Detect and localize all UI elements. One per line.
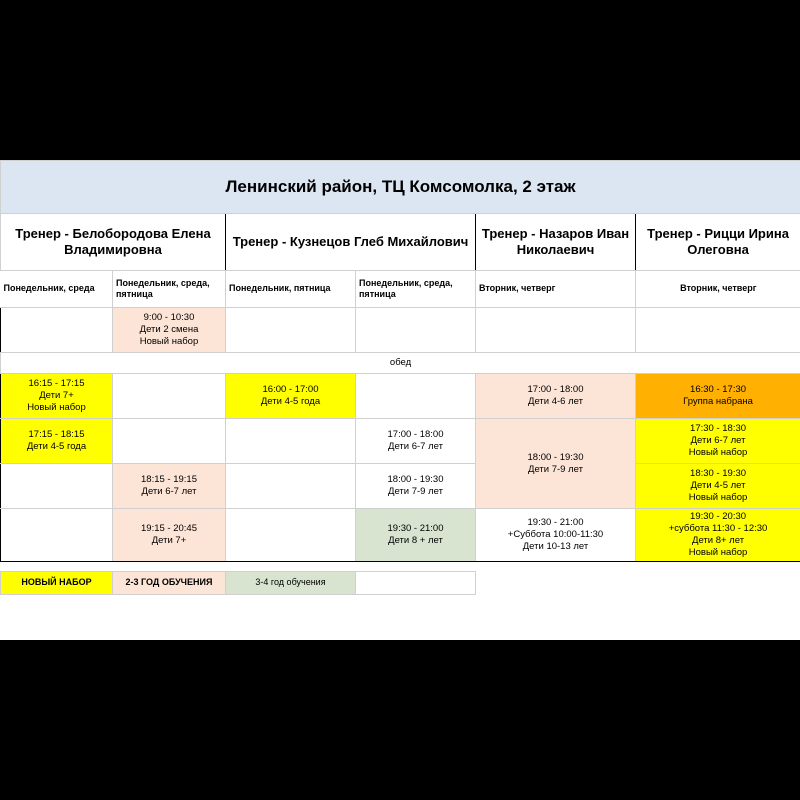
slot-line: Дети 4-6 лет bbox=[528, 396, 583, 407]
slot-line: 17:15 - 18:15 bbox=[28, 429, 85, 441]
slot-line: Дети 4-5 года bbox=[260, 396, 321, 407]
slot-line: 9:00 - 10:30 bbox=[143, 312, 195, 324]
slot-line: Дети 7-9 лет bbox=[388, 486, 443, 497]
slot-line: Дети 4-5 года bbox=[26, 441, 87, 452]
slot-line: +Суббота 10:00-11:30 bbox=[507, 528, 604, 540]
slot-line: Дети 4-5 лет bbox=[690, 480, 746, 492]
slot-cell-3-2 bbox=[226, 464, 356, 509]
slot-cell-4-2 bbox=[226, 509, 356, 562]
slot-cell-3-3 bbox=[356, 464, 476, 509]
slot-line: Дети 8 + лет bbox=[388, 534, 443, 546]
slot-line: Дети 8+ лет bbox=[692, 534, 745, 546]
slot-line: Дети 7+ bbox=[39, 390, 74, 402]
slot-cell-1-4 bbox=[476, 374, 636, 419]
coach-cell-4: Тренер - Рицци Ирина Олеговна bbox=[636, 214, 800, 271]
slot-cell-2-1 bbox=[113, 419, 226, 464]
days-cell-2: Понедельник, среда, пятница bbox=[113, 271, 226, 308]
slot-cell-0-5 bbox=[636, 308, 800, 353]
days-cell-4: Понедельник, среда, пятница bbox=[356, 271, 476, 308]
schedule-row-3 bbox=[1, 464, 800, 509]
schedule-row-2 bbox=[1, 419, 800, 464]
slot-line: 16:00 - 17:00 bbox=[262, 384, 319, 396]
slot-line: Группа набрана bbox=[683, 396, 753, 407]
coach-cell-1: Тренер - Белобородова Елена Владимировна bbox=[1, 214, 226, 271]
slot-cell-4-0 bbox=[1, 509, 113, 562]
page-title: Ленинский район, ТЦ Комсомолка, 2 этаж bbox=[1, 161, 800, 214]
days-header-row bbox=[1, 271, 800, 308]
slot-line: Дети 6-7 лет bbox=[141, 486, 197, 497]
slot-line: 18:00 - 19:30 bbox=[527, 451, 584, 463]
slot-cell-1-5 bbox=[636, 374, 800, 419]
legend-blank-3 bbox=[636, 571, 800, 594]
legend-year-3-4: 3-4 год обучения bbox=[226, 571, 356, 594]
lunch-row bbox=[1, 353, 800, 374]
slot-cell-2-2 bbox=[226, 419, 356, 464]
legend-blank-1 bbox=[356, 571, 476, 594]
slot-line: Дети 6-7 лет bbox=[690, 435, 746, 447]
schedule-row-1 bbox=[1, 374, 800, 419]
slot-line: 18:00 - 19:30 bbox=[387, 474, 444, 486]
slot-line: 19:30 - 21:00 bbox=[527, 516, 584, 528]
schedule-row-0 bbox=[1, 308, 800, 353]
slot-cell-0-2 bbox=[226, 308, 356, 353]
spreadsheet-sheet bbox=[0, 160, 800, 640]
slot-cell-0-0 bbox=[1, 308, 113, 353]
days-cell-1: Понедельник, среда bbox=[1, 271, 113, 308]
slot-line: Дети 10-13 лет bbox=[522, 540, 589, 552]
coach-cell-2: Тренер - Кузнецов Глеб Михайлович bbox=[226, 214, 476, 271]
slot-line: 19:15 - 20:45 bbox=[141, 522, 197, 534]
slot-line: Дети 2 смена bbox=[139, 324, 199, 336]
days-cell-3: Понедельник, пятница bbox=[226, 271, 356, 308]
slot-cell-4-1 bbox=[113, 509, 226, 562]
slot-line: 17:00 - 18:00 bbox=[387, 429, 444, 441]
slot-cell-2-4 bbox=[476, 419, 636, 509]
slot-line: 17:30 - 18:30 bbox=[690, 423, 747, 435]
slot-cell-0-4 bbox=[476, 308, 636, 353]
slot-cell-3-5 bbox=[636, 464, 800, 509]
title-row bbox=[1, 161, 800, 214]
slot-line: 16:30 - 17:30 bbox=[690, 384, 747, 396]
slot-cell-4-5 bbox=[636, 509, 800, 562]
slot-cell-1-1 bbox=[113, 374, 226, 419]
slot-line: 19:30 - 21:00 bbox=[387, 522, 444, 534]
slot-cell-4-3 bbox=[356, 509, 476, 562]
spacer-row bbox=[1, 561, 800, 571]
slot-line: 18:30 - 19:30 bbox=[690, 468, 747, 480]
slot-cell-1-0 bbox=[1, 374, 113, 419]
slot-line: Новый набор bbox=[688, 446, 748, 458]
slot-line: 16:15 - 17:15 bbox=[28, 378, 85, 390]
slot-cell-0-1 bbox=[113, 308, 226, 353]
slot-cell-2-3 bbox=[356, 419, 476, 464]
slot-line: Новый набор bbox=[688, 546, 748, 558]
slot-line: +суббота 11:30 - 12:30 bbox=[668, 522, 768, 534]
slot-cell-1-2 bbox=[226, 374, 356, 419]
coach-header-row bbox=[1, 214, 800, 271]
schedule-table bbox=[0, 160, 800, 595]
legend-blank-2 bbox=[476, 571, 636, 594]
slot-cell-1-3 bbox=[356, 374, 476, 419]
days-cell-5: Вторник, четверг bbox=[476, 271, 636, 308]
slot-cell-2-5 bbox=[636, 419, 800, 464]
slot-line: Новый набор bbox=[27, 401, 86, 413]
coach-cell-3: Тренер - Назаров Иван Николаевич bbox=[476, 214, 636, 271]
days-cell-6: Вторник, четверг bbox=[636, 271, 800, 308]
slot-line: Новый набор bbox=[688, 491, 748, 503]
slot-line: Дети 6-7 лет bbox=[388, 441, 443, 452]
lunch-label: обед bbox=[1, 353, 800, 374]
slot-cell-3-0 bbox=[1, 464, 113, 509]
schedule-row-4 bbox=[1, 509, 800, 562]
slot-line: Дети 7+ bbox=[151, 534, 187, 546]
slot-cell-3-1 bbox=[113, 464, 226, 509]
legend-new-group: НОВЫЙ НАБОР bbox=[1, 571, 113, 594]
slot-line: Новый набор bbox=[139, 335, 199, 347]
slot-line: 18:15 - 19:15 bbox=[141, 474, 197, 486]
slot-line: 19:30 - 20:30 bbox=[690, 511, 747, 522]
legend-year-2-3: 2-3 ГОД ОБУЧЕНИЯ bbox=[113, 571, 226, 594]
slot-cell-2-0 bbox=[1, 419, 113, 464]
slot-cell-0-3 bbox=[356, 308, 476, 353]
slot-line: Дети 7-9 лет bbox=[528, 463, 583, 475]
slot-cell-4-4 bbox=[476, 509, 636, 562]
slot-line: 17:00 - 18:00 bbox=[527, 384, 584, 396]
legend-row bbox=[1, 571, 800, 594]
